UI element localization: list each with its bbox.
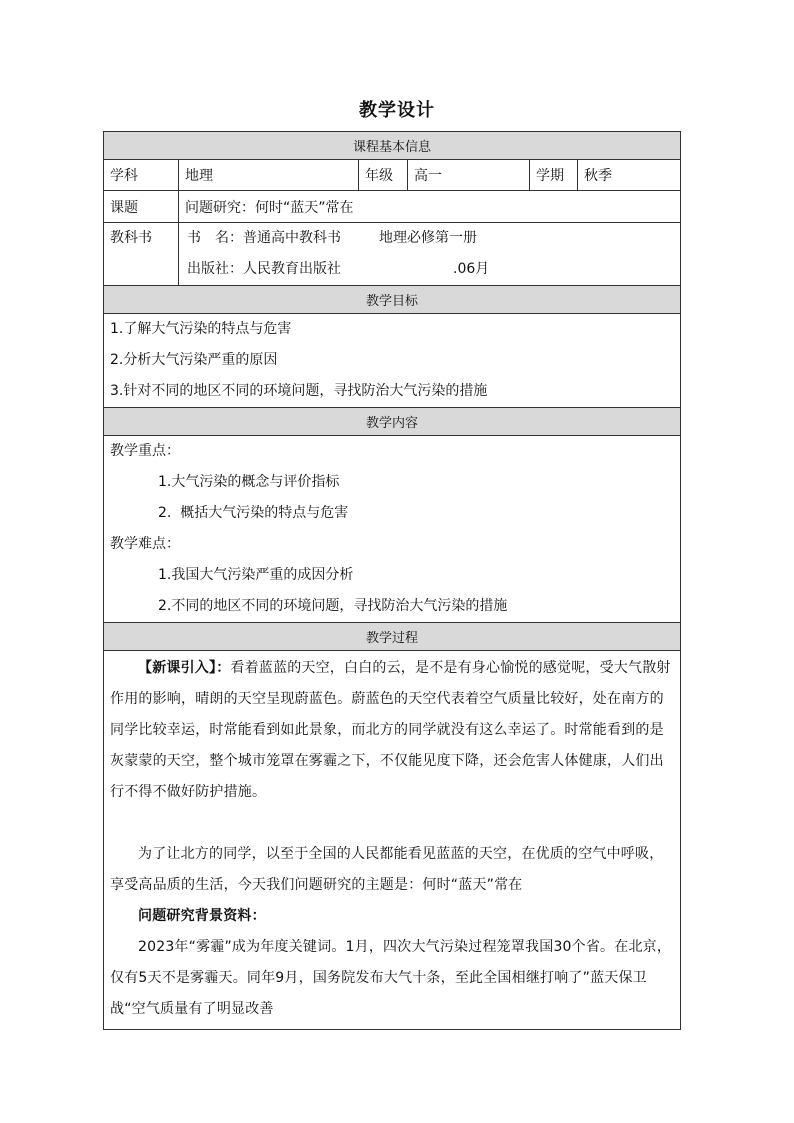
objective-item: 3.针对不同的地区不同的环境问题，寻找防治大气污染的措施 xyxy=(110,383,488,399)
difficult-points-label: 教学难点： xyxy=(110,536,180,552)
publisher-value: 人民教育出版社 xyxy=(243,261,341,277)
publisher-row xyxy=(187,254,674,285)
key-point-item: 1.大气污染的概念与评价指标 xyxy=(158,474,340,490)
textbook-info xyxy=(179,223,681,286)
topic-value: 问题研究：何时“蓝天”常在 xyxy=(179,191,681,223)
term-label: 学期 xyxy=(530,160,578,191)
section-header-content: 教学内容 xyxy=(104,408,681,436)
intro-paragraph xyxy=(110,653,674,808)
difficult-point-item: 1.我国大气污染严重的成因分析 xyxy=(158,567,354,583)
textbook-label: 教科书 xyxy=(104,223,179,286)
term-value: 秋季 xyxy=(578,160,681,191)
book-name-value: 普通高中教科书 xyxy=(243,230,341,246)
background-label: 问题研究背景资料： xyxy=(138,908,266,924)
objective-item: 2.分析大气污染严重的原因 xyxy=(110,352,278,368)
intro-label: 【新课引入】： xyxy=(138,660,231,676)
objective-item: 1.了解大气污染的特点与危害 xyxy=(110,321,292,337)
topic-label: 课题 xyxy=(104,191,179,223)
book-name-row xyxy=(187,223,674,254)
section-header-objectives: 教学目标 xyxy=(104,286,681,314)
key-point-item: 2. 概括大气污染的特点与危害 xyxy=(158,505,349,521)
grade-label: 年级 xyxy=(359,160,408,191)
background-paragraph: 2023年“雾霾”成为年度关键词。1月，四次大气污染过程笼罩我国30个省。在北京，仅有5天不是雾霾天。同年9月，国务院发布大气十条，至此全国相继打响了”蓝天保卫战“空气质量有了明显改善 xyxy=(110,939,672,1017)
content-body xyxy=(104,436,681,623)
paragraph-spacer xyxy=(110,808,674,839)
publisher-label: 出版社： xyxy=(187,261,243,277)
publication-date: .06月 xyxy=(453,261,490,277)
section-header-basic-info: 课程基本信息 xyxy=(104,132,681,160)
intro-text: 看着蓝蓝的天空，白白的云，是不是有身心愉悦的感觉呢，受大气散射作用的影响，晴朗的天空呈现蔚蓝色。蔚蓝色的天空代表着空气质量比较好，处在南方的同学比较幸运，时常能看到如此景象，而北方的同学就没有这么幸运了。时常能看到的是灰蒙蒙的天空，整个城市笼罩在雾霾之下，不仅能见度下降，还会危害人体健康，人们出行不得不做好防护措施。 xyxy=(110,660,671,800)
difficult-point-item: 2.不同的地区不同的环境问题，寻找防治大气污染的措施 xyxy=(158,598,508,614)
topic-paragraph: 为了让北方的同学，以至于全国的人民都能看见蓝蓝的天空，在优质的空气中呼吸，享受高品质的生活，今天我们问题研究的主题是：何时“蓝天”常在 xyxy=(110,846,664,893)
objectives-list xyxy=(104,314,681,408)
grade-value: 高一 xyxy=(408,160,530,191)
lesson-plan-table xyxy=(103,131,681,1030)
page-title: 教学设计 xyxy=(359,100,435,121)
key-points-label: 教学重点： xyxy=(110,443,180,459)
book-volume: 地理必修第一册 xyxy=(379,230,477,246)
process-body xyxy=(104,651,681,1030)
subject-value: 地理 xyxy=(179,160,359,191)
section-header-process: 教学过程 xyxy=(104,623,681,651)
subject-label: 学科 xyxy=(104,160,179,191)
book-name-label: 书 名： xyxy=(187,230,243,246)
